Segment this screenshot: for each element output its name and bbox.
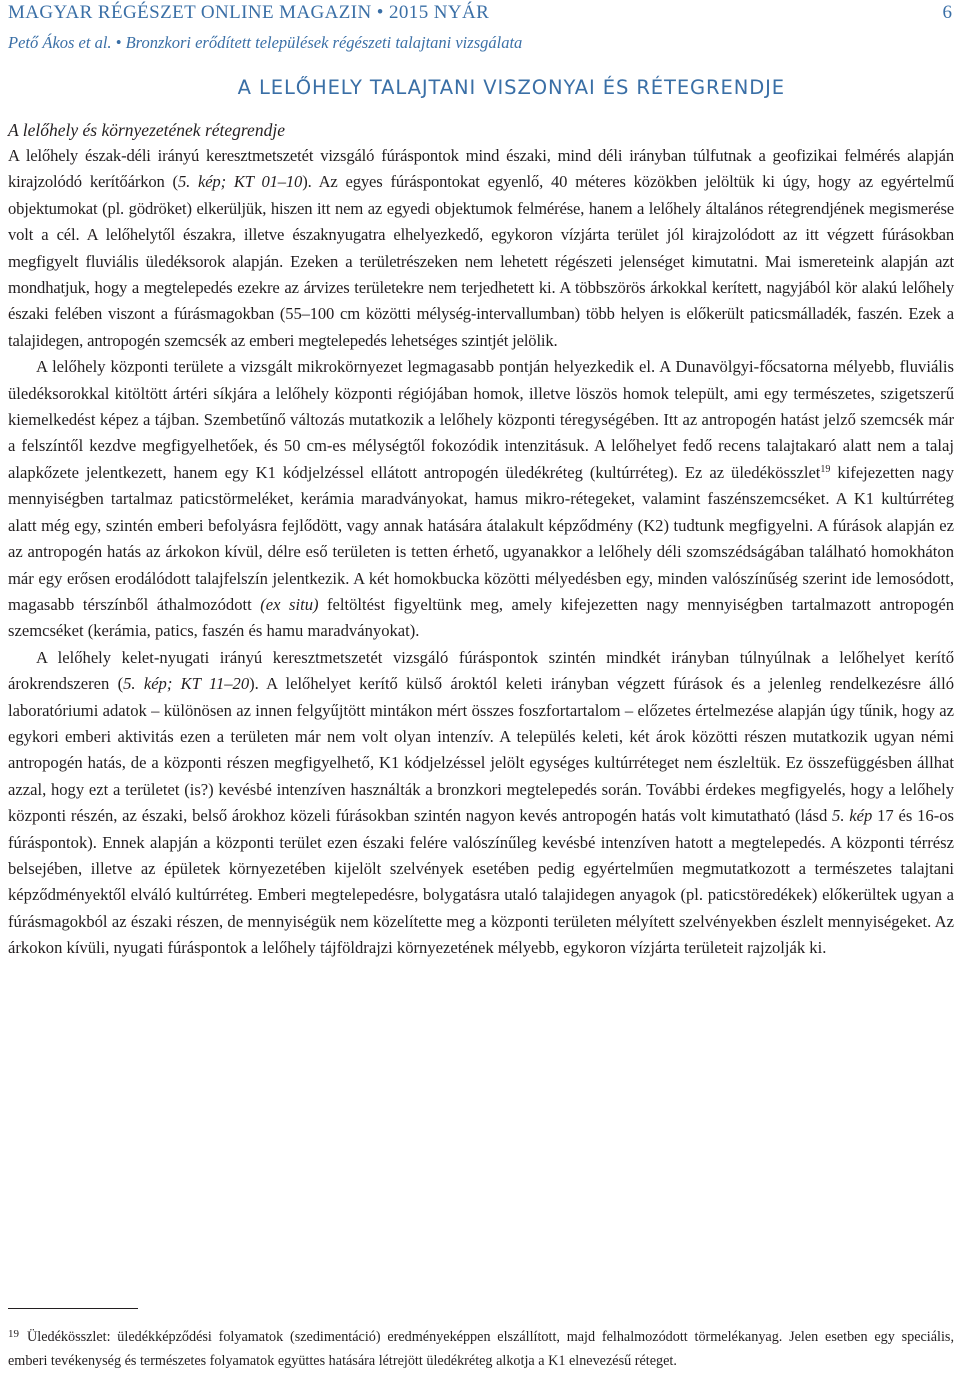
footnote: [8, 1322, 954, 1373]
body-text: [8, 143, 954, 962]
figure-reference: 5. kép; KT 11–20: [123, 674, 250, 694]
footnote-number: 19: [8, 1328, 19, 1340]
paragraph-2: A lelőhely központi területe a vizsgált mikrokörnyezet legmagasabb pontján helyezkedik el. A Dunavölgyi-főcsatorna mélyebb, fluviális üledéksorokkal kitöltött ártéri síkjára a lelőhely központi régiójában homok, illetve löszös homok települt, ami egy természetes, szigetszerű kiemelkedést képez a tájban. Szembetűnő változás mutatkozik a lelőhely központi téregységében. Itt az antropogén hatást jelző szemcsék már a felszíntől kezdve megfigyelhetőek, és 50 cm-es mélységtől fokozódik intenzitásuk. A lelőhelyet fedő recens talajtakaró alatt nem a talaj alapkőzete jelentkezett, hanem egy K1 kódjelzéssel ellátott antropogén üledékréteg (kultúrréteg). Ez az üledékösszlet$^{19}$ kifejezetten nagy mennyiségben tartalmaz paticstörmeléket, kerámia maradványokat, hamus mikro-rétegeket, valamint faszénszemcséket. A K1 kultúrréteg alatt még egy, szintén emberi befolyásra fejlődött, vagy annak hatására átalakult képződmény (K2) tudtunk megfigyelni. A fúrások alapján ez az antropogén hatás az árkokon kívül, délre eső területen is tetten érhető, ugyanakkor a lelőhely déli szomszédságában található homokháton már egy erősen erodálódott talajfelszín jelentkezik. A két homokbucka közötti mélyedésben egy, minden valószínűség szerint ide lemosódott, magasabb térszínből áthalmozódott (ex situ) feltöltést figyeltünk meg, amely kifejezetten nagy mennyiségben tartalmazott antropogén szemcséket (kerámia, patics, faszén és hamu maradványokat).: [8, 357, 954, 641]
footnote-text: Üledékösszlet: üledékképződési folyamatok (szedimentáció) eredményeképpen elszállított, majd felhalmozódott törmelékanyag. Jelen esetben egy speciális, emberi tevékenység és természetes folyamatok együttes hatására létrejött üledékréteg alkotja a K1 elnevezésű réteget.: [8, 1329, 954, 1369]
section-heading: A LELŐHELY TALAJTANI VISZONYAI ÉS RÉTEGRENDJE: [237, 76, 785, 99]
paragraph-3: A lelőhely kelet-nyugati irányú keresztmetszetét vizsgáló fúráspontok szintén mindkét irányban túlnyúlnak a lelőhelyet kerítő árokrendszeren (5. kép; KT 11–20). A lelőhelyet kerítő külső ároktól keleti irányban végzett fúrások és a jelenleg rendelkezésre álló laboratóriumi adatok – különösen az innen felgyűjtött mintákon mért összes foszfortartalom – előzetes értelmezése alapján úgy tűnik, hogy az egykori emberi aktivitás ezen a területen már nem volt olyan intenzív. A település keleti, két árok közötti részen mutatkozik ugyan némi antropogén hatás, de a központi részen megfigyelhető, K1 kódjelzéssel jelölt egységes kultúrréteget nem észleltük. Ez összefüggésben állhat azzal, hogy ezt a területet (is?) kevésbé intenzíven használták a bronzkori megtelepedés során. További érdekes megfigyelés, hogy a lelőhely központi részén, az északi, belső árokhoz közeli fúrásokban szintén nagyon kevés antropogén hatás volt kimutatható (lásd 5. kép 17 és 16-os fúráspontok). Ennek alapján a központi terület ezen északi felére valószínűleg kevésbé intenzíven hatott a megtelepedés. A központi térrész belsejében, illetve az épületek környezetében kijelölt szelvények esetében pedig egyértelműen megmutatkozott a természetes talajtani képződményektől elváló kultúrréteg. Emberi megtelepedésre, bolygatásra utaló talajidegen anyagok (pl. paticstöredékek) előkerültek ugyan a fúrásmagokból az északi részen, de mennyiségük nem közelítette meg a központi területen mélyített szelvényekben észlelt mennyiségeket. Az árkokon kívüli, nyugati fúráspontok a lelőhely tájföldrajzi környezetének mélyebb, egykoron vízjárta területeit rajzolják ki.: [8, 647, 954, 958]
footnote-marker[interactable]: 19: [820, 463, 831, 475]
footnote-divider: [8, 1308, 138, 1309]
figure-reference: 5. kép: [832, 806, 873, 826]
running-head: Pető Ákos et al. • Bronzkori erődített települések régészeti talajtani vizsgálata: [8, 33, 523, 52]
paragraph-1: A lelőhely észak-déli irányú keresztmetszetét vizsgáló fúráspontok mind északi, mind déli irányban túlfutnak a geofizikai felmérés alapján kirajzolódó kerítőárkon (5. kép; KT 01–10). Az egyes fúráspontokat egyenlő, 40 méteres közökben jelöltük ki úgy, hogy az egyértelmű objektumokat (pl. gödröket) elkerüljük, hiszen itt nem az egyedi objektumok felmérése, hanem a lelőhely általános rétegrendjének megismerése volt a cél. A lelőhelytől északra, illetve északnyugatra elhelyezkedő, egykoron vízjárta terület jól kirajzolódott az itt végzett fúrásokban megfigyelt fluviális üledéksorok alapján. Ezeken a területrészeken nem lehetett régészeti jelenséget kimutatni. Mai ismereteink alapján azt mondhatjuk, hogy a megtelepedés ezekre az árvizes területekre nem terjedhetett ki. A többszörös árkokkal kerített, nagyjából kör alakú lelőhely északi felében viszont a fúrásmagokban (55–100 cm közötti mélység-intervallumban) több helyen is előkerült paticsmálladék, faszén. Ezek a talajidegen, antropogén szemcsék az emberi megtelepedés lehetséges szintjét jelölik.: [8, 146, 955, 350]
figure-reference: 5. kép; KT 01–10: [177, 172, 303, 192]
magazine-title: MAGYAR RÉGÉSZET ONLINE MAGAZIN • 2015 NYÁR: [8, 2, 490, 23]
page-header: [0, 0, 960, 58]
page-number: 6: [942, 2, 952, 23]
subheading: A lelőhely és környezetének rétegrendje: [8, 120, 285, 140]
